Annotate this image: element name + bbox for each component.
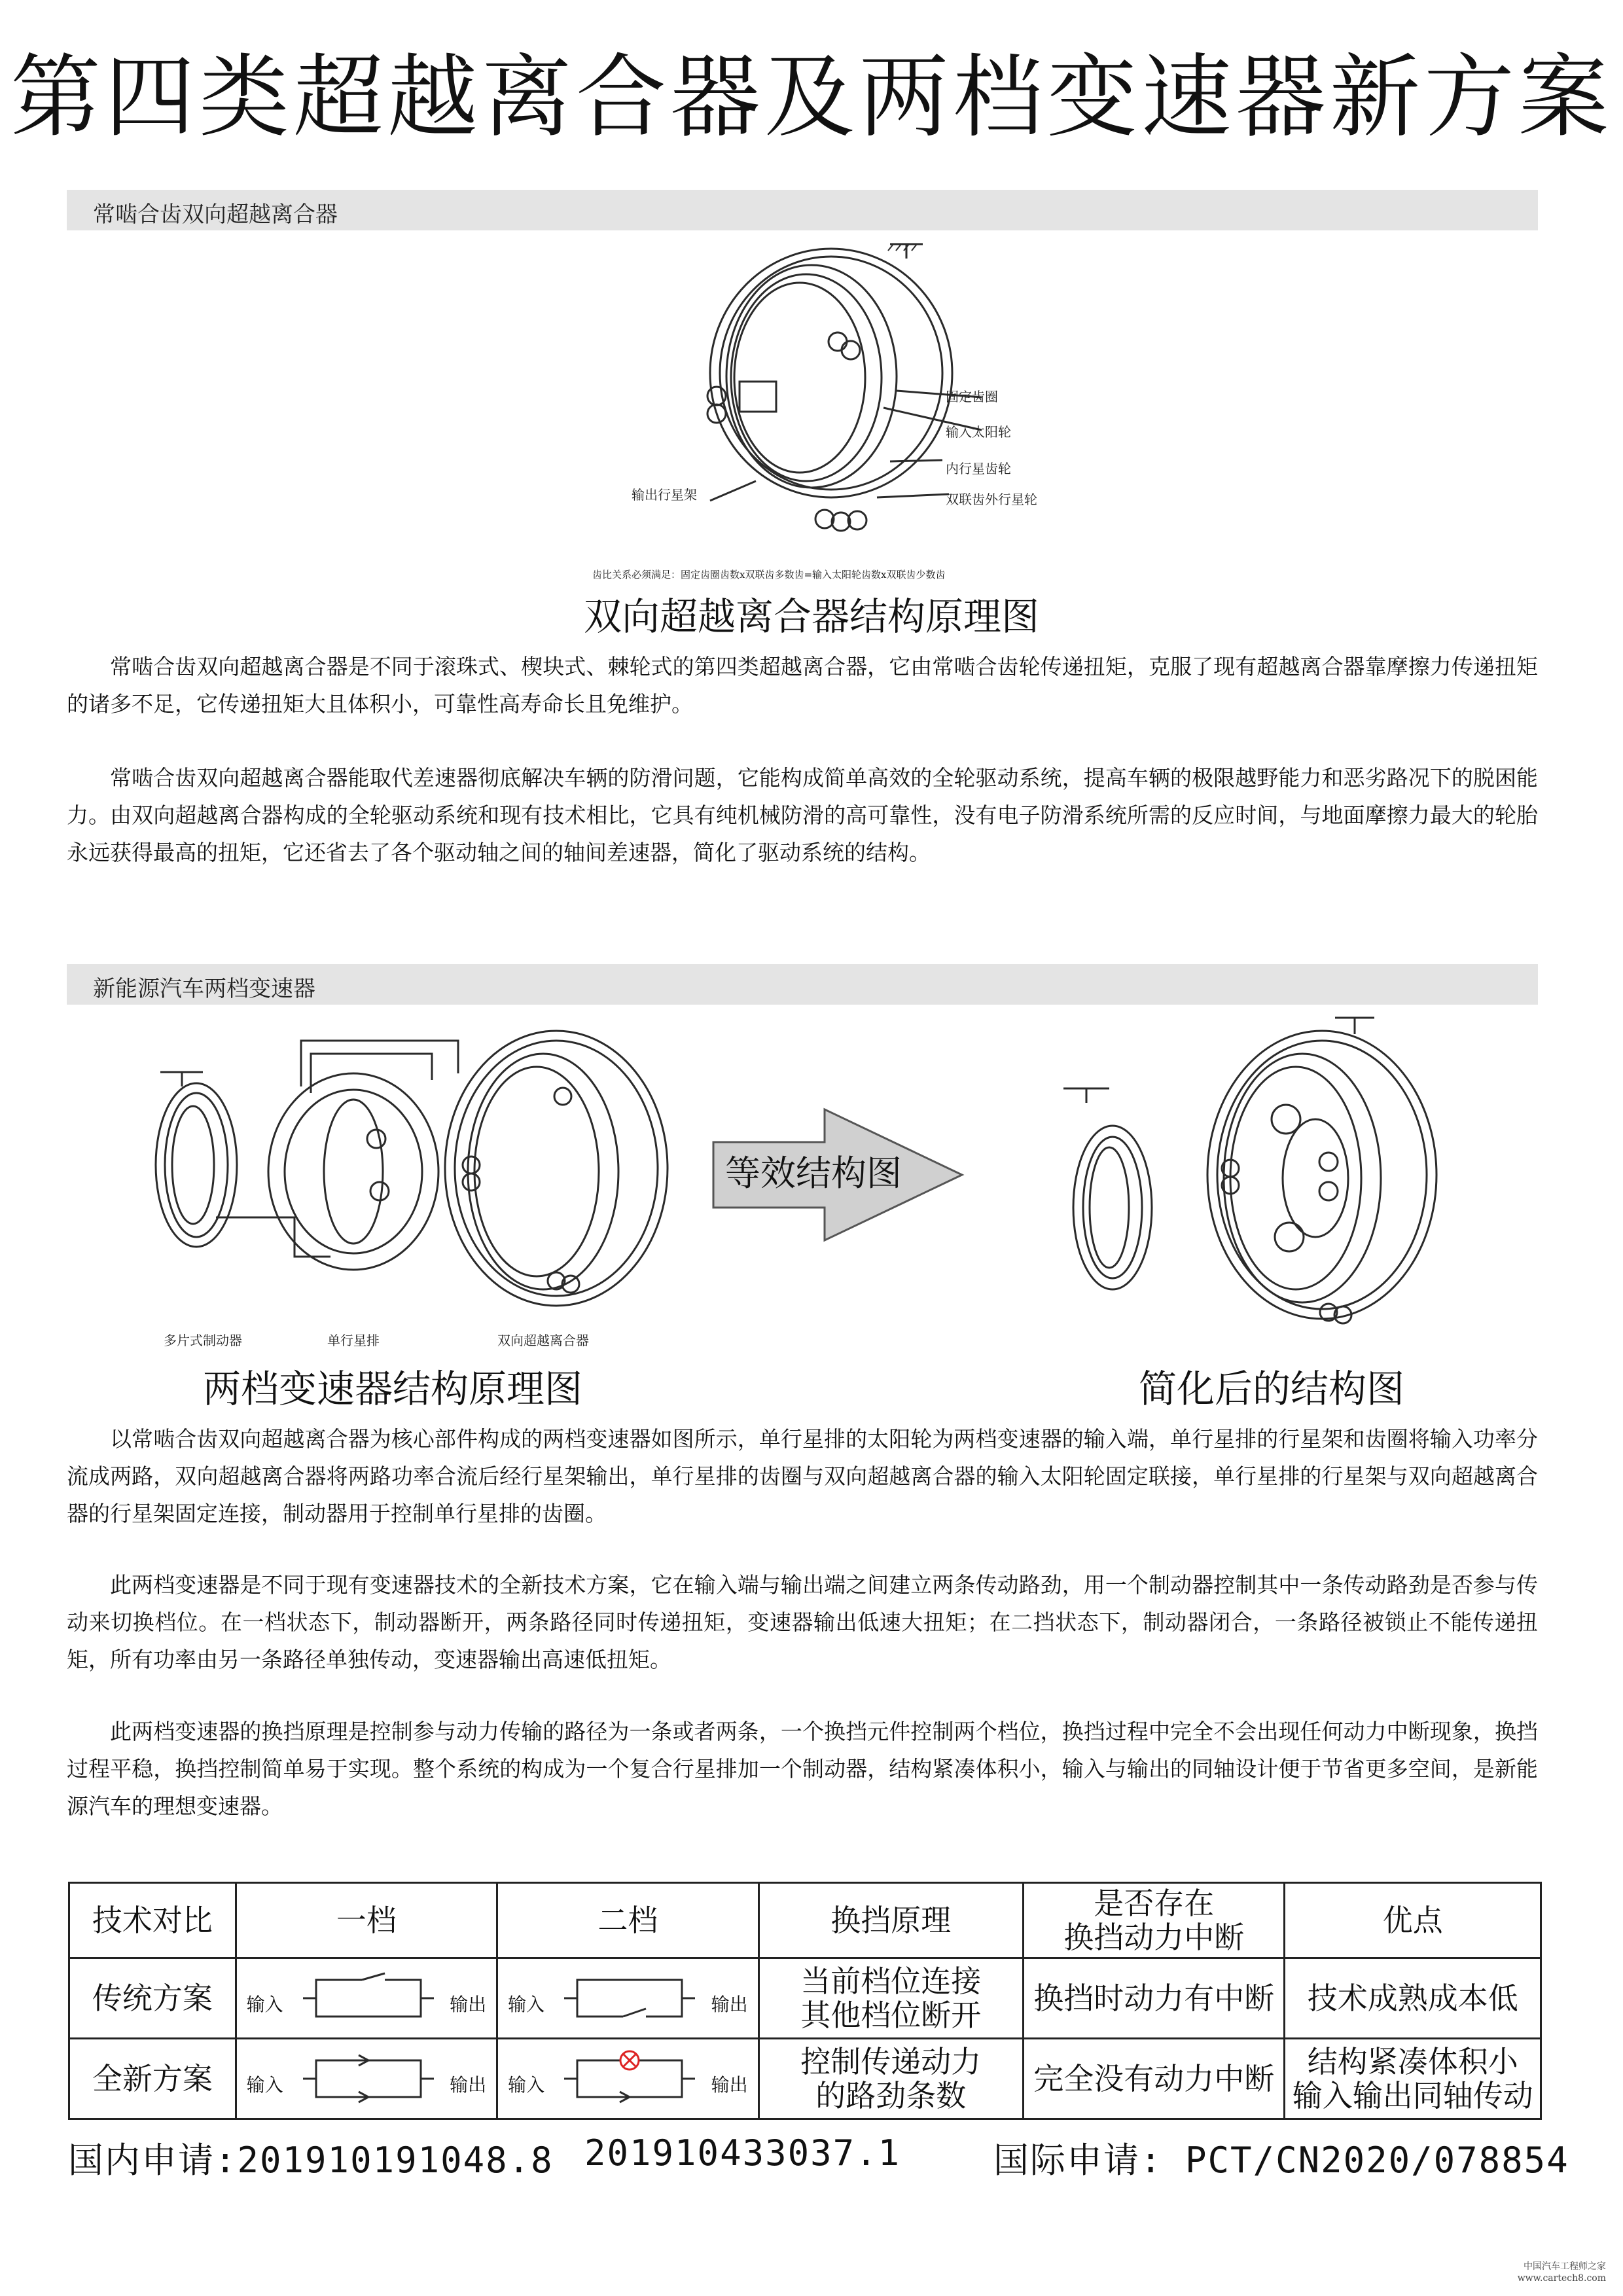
domestic-application-2: 201910433037.1 [584,2132,901,2174]
section-header-label: 新能源汽车两档变速器 [93,976,315,1002]
table-header-cell: 一档 [236,1883,497,1958]
gearbox-diagram [131,1014,694,1355]
label-double-planet: 双联齿外行星轮 [946,492,1037,507]
section2-paragraph-2: 此两档变速器是不同于现有变速器技术的全新技术方案，它在输入端与输出端之间建立两条传动路劲，用一个制动器控制其中一条传动路劲是否参与传动来切换档位。在一档状态下，制动器断开，两条路径同时传递扭矩，变速器输出低速大扭矩；在二挡状态下，制动器闭合，一条路径被锁止不能传递扭矩，所有功率由另一条路径单独传动，变速器输出高速低扭矩。 [67,1572,1538,1672]
international-application: 国际申请: PCT/CN2020/078854 [993,2140,1569,2181]
watermark-line-1: 中国汽车工程师之家 [1524,2261,1606,2272]
label-planet-row: 单行星排 [327,1333,380,1348]
table-row [69,1958,1541,2039]
row-interruption: 完全没有动力中断 [1024,2039,1285,2119]
domestic-application: 国内申请:201910191048.8 [68,2140,554,2181]
io-out-label: 输出 [450,2074,487,2096]
blocked-path-icon [564,2054,695,2104]
gear2-schematic [497,2039,758,2119]
gearbox-caption-left: 两档变速器结构原理图 [203,1367,583,1411]
section2-paragraph-3: 此两档变速器的换挡原理是控制参与动力传输的路径为一条或者两条，一个换挡元件控制两个档位，换挡过程中完全不会出现任何动力中断现象，换挡过程平稳，换挡控制简单易于实现。整个系统的构成为一个复合行星排加一个制动器，结构紧凑体积小，输入与输出的同轴设计便于节省更多空间，是新能源汽车的理想变速器。 [67,1719,1538,1819]
section-header-label: 常啮合齿双向超越离合器 [93,202,338,228]
table-header-cell: 换挡原理 [758,1883,1023,1958]
row-interruption: 换挡时动力有中断 [1024,1958,1285,2039]
section1-paragraph-1: 常啮合齿双向超越离合器是不同于滚珠式、楔块式、棘轮式的第四类超越离合器，它由常啮合齿轮传递扭矩，克服了现有超越离合器靠摩擦力传递扭矩的诸多不足，它传递扭矩大且体积小，可靠性高寿命长且免维护。 [67,654,1538,717]
section2-paragraph-1: 以常啮合齿双向超越离合器为核心部件构成的两档变速器如图所示，单行星排的太阳轮为两档变速器的输入端，单行星排的行星架和齿圈将输入功率分流成两路，双向超越离合器将两路功率合流后经行星架输出，单行星排的齿圈与双向超越离合器的输入太阳轮固定联接，单行星排的行星架与双向超越离合器的行星架固定连接，制动器用于控制单行星排的齿圈。 [67,1426,1538,1526]
io-out-label: 输出 [711,1994,748,2015]
clutch-caption: 双向超越离合器结构原理图 [583,594,1039,639]
table-header-cell: 二档 [497,1883,758,1958]
page-title: 第四类超越离合器及两档变速器新方案 [10,45,1613,150]
dual-path-icon [303,2054,434,2104]
watermark [1518,2261,1606,2284]
gear1-schematic [236,1958,497,2039]
gear2-schematic [497,1958,758,2039]
clutch-diagram [592,239,1086,581]
gear1-schematic [236,2039,497,2119]
label-brake: 多片式制动器 [164,1333,242,1348]
table-header-cell: 是否存在 换挡动力中断 [1024,1883,1285,1958]
row-principle: 控制传递动力 的路劲条数 [758,2039,1023,2119]
table-header-cell: 技术对比 [69,1883,236,1958]
row-principle: 当前档位连接 其他档位断开 [758,1958,1023,2039]
arrow-label: 等效结构图 [725,1153,902,1194]
comparison-table [68,1882,1542,2120]
row-label: 全新方案 [69,2039,236,2119]
label-clutch: 双向超越离合器 [497,1333,589,1348]
table-row [69,2039,1541,2119]
switch-closed-icon [564,1973,695,2023]
row-advantage: 结构紧凑体积小 输入输出同轴传动 [1285,2039,1541,2119]
io-in-label: 输入 [508,1994,545,2015]
table-header-cell: 优点 [1285,1883,1541,1958]
io-in-label: 输入 [508,2074,545,2096]
table-header-row [69,1883,1541,1958]
section-header-clutch [67,190,1538,230]
label-fixed-ring: 固定齿圈 [946,389,998,404]
watermark-line-2: www.cartech8.com [1517,2273,1606,2284]
label-inner-planet: 内行星齿轮 [946,461,1011,476]
io-in-label: 输入 [246,1994,283,2015]
row-advantage: 技术成熟成本低 [1285,1958,1541,2039]
switch-open-icon [303,1973,434,2023]
simplified-diagram [1047,1011,1466,1352]
section1-paragraph-2: 常啮合齿双向超越离合器能取代差速器彻底解决车辆的防滑问题，它能构成简单高效的全轮驱动系统，提高车辆的极限越野能力和恶劣路况下的脱困能力。由双向超越离合器构成的全轮驱动系统和现有技术相比，它具有纯机械防滑的高可靠性，没有电子防滑系统所需的反应时间，与地面摩擦力最大的轮胎永远获得最高的扭矩，它还省去了各个驱动轴之间的轴间差速器，简化了驱动系统的结构。 [67,765,1538,865]
row-label: 传统方案 [69,1958,236,2039]
io-in-label: 输入 [246,2074,283,2096]
equivalent-arrow [713,1109,969,1240]
ratio-note: 齿比关系必须满足：固定齿圈齿数x双联齿多数齿=输入太阳轮齿数x双联齿少数齿 [592,569,946,581]
section-header-gearbox [67,964,1538,1005]
gearbox-caption-right: 简化后的结构图 [1139,1367,1405,1411]
io-out-label: 输出 [450,1994,487,2015]
label-input-sun: 输入太阳轮 [946,424,1011,440]
label-output-carrier: 输出行星架 [632,487,697,503]
io-out-label: 输出 [711,2074,748,2096]
